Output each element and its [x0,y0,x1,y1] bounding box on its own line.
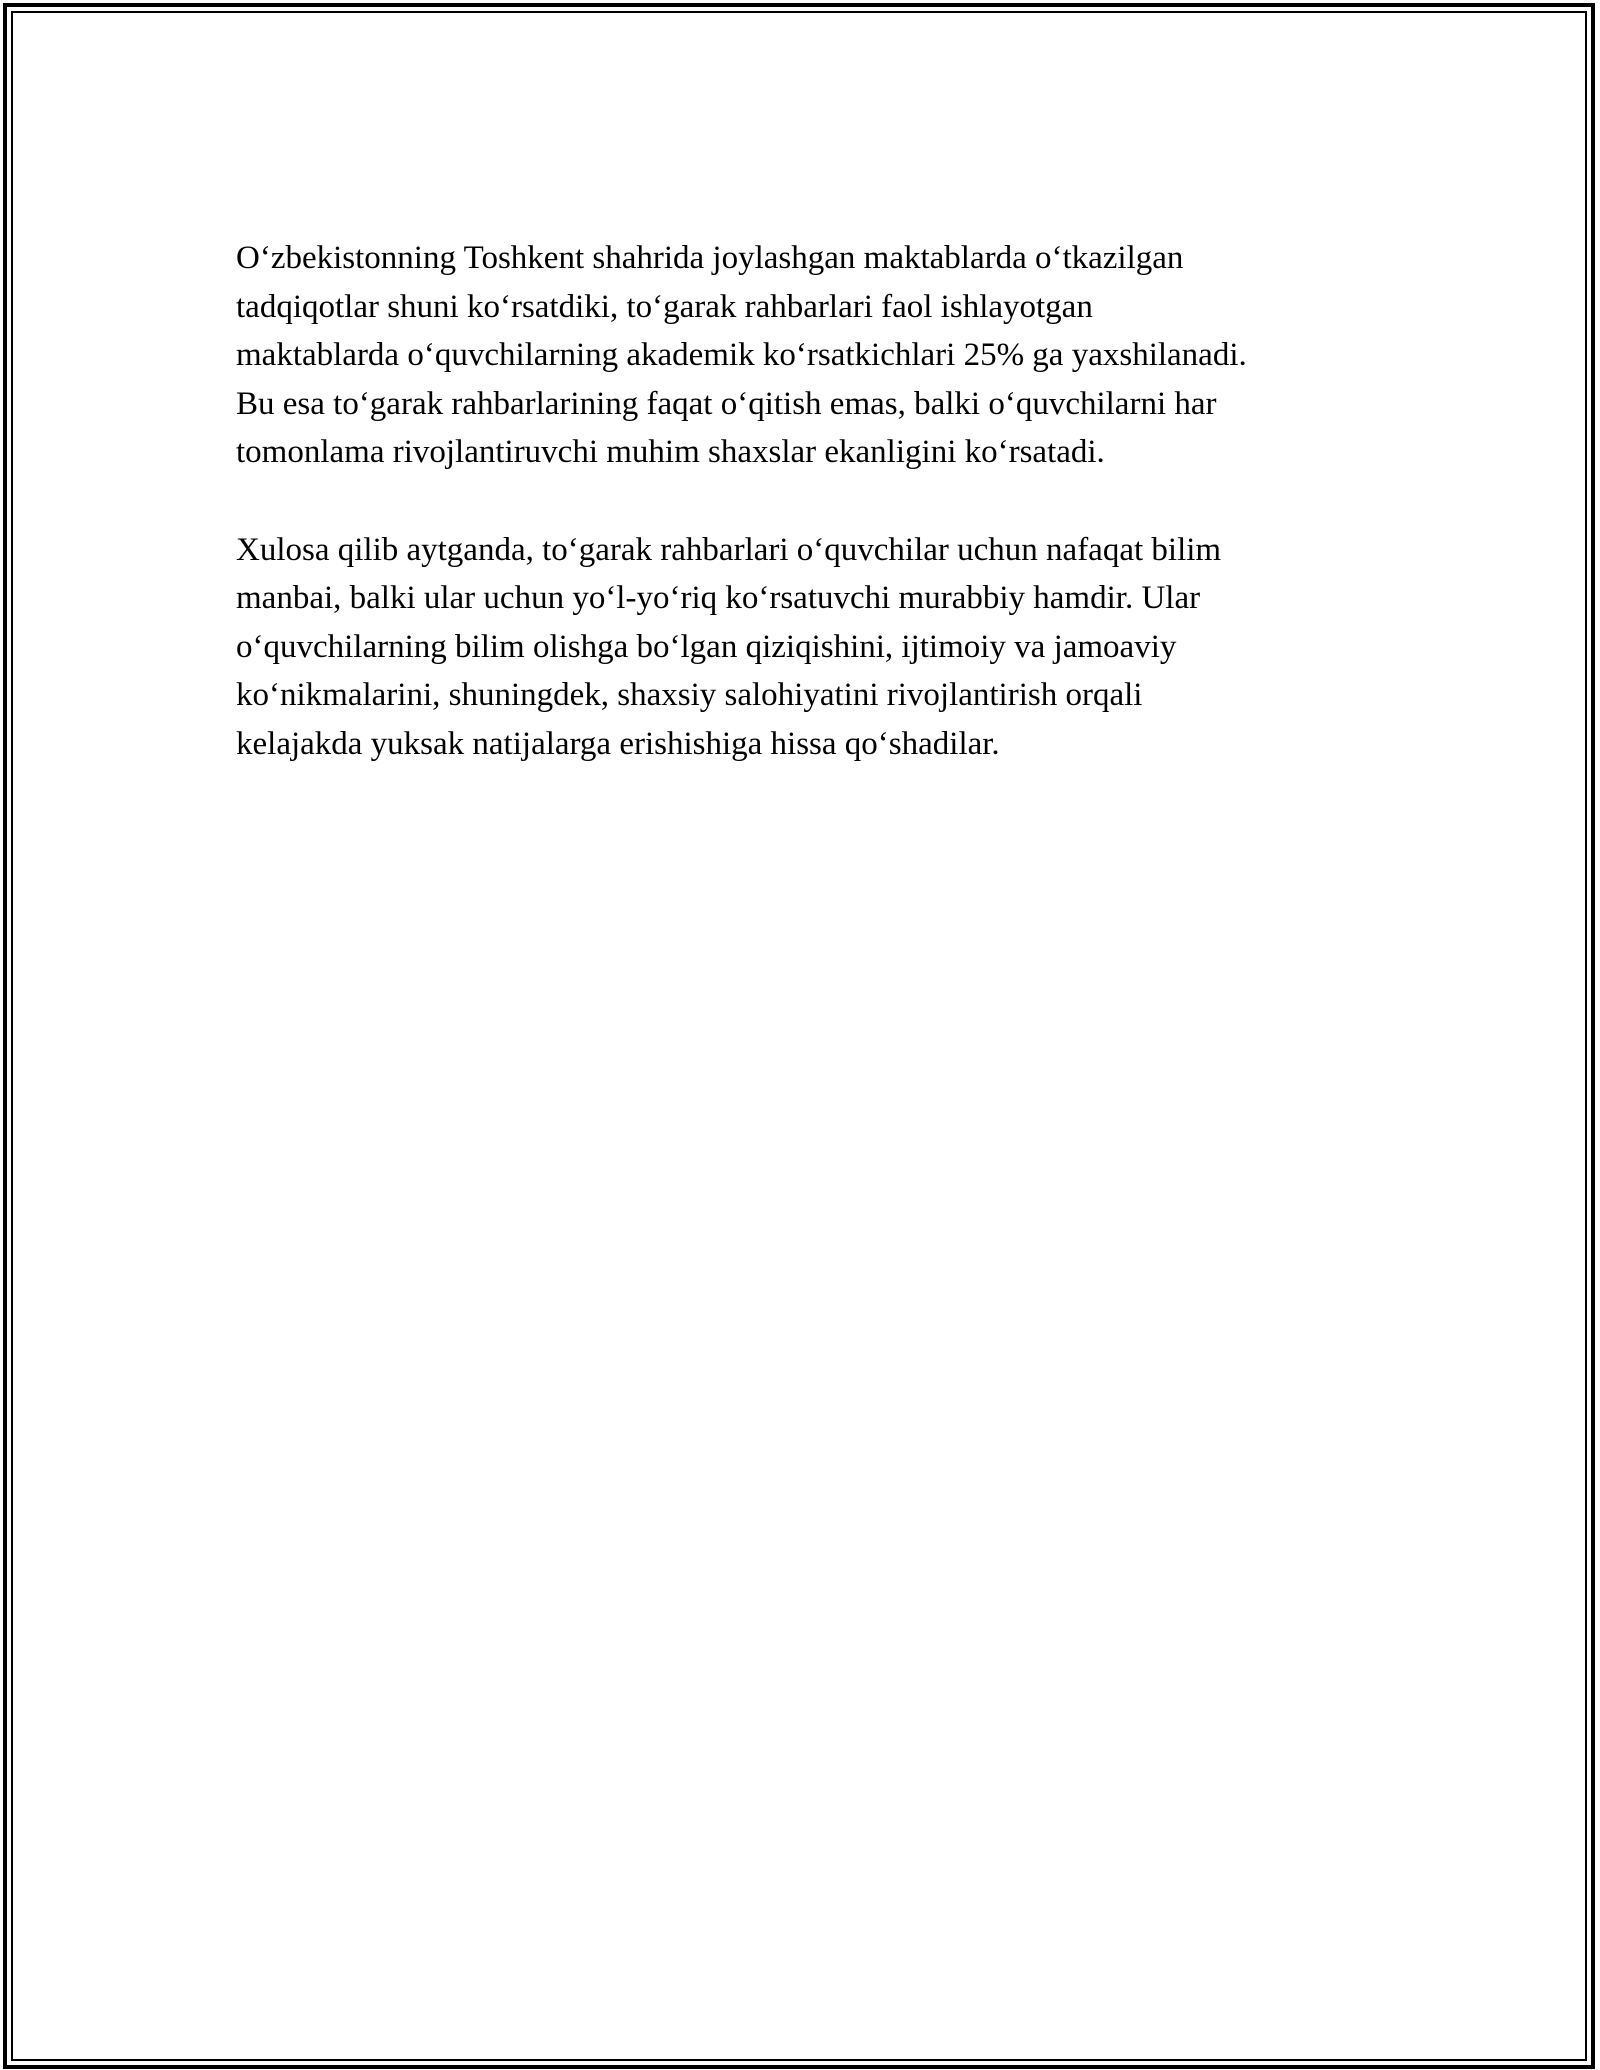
paragraph-2: Xulosa qilib aytganda, toʻgarak rahbarlari oʻquvchilar uchun nafaqat bilim manbai, balki ular uchun yoʻl-yoʻriq koʻrsatuvchi murabbiy hamdir. Ular oʻquvchilarning bilim olishga boʻlgan qiziqishini, ijtimoiy va jamoaviy koʻnikmalarini, shuningdek, shaxsiy salohiyatini rivojlantirish orqali kelajakda yuksak natijalarga erishishiga hissa qoʻshadilar. [236,531,1222,762]
paragraph-1: Oʻzbekistonning Toshkent shahrida joylashgan maktablarda oʻtkazilgan tadqiqotlar shuni koʻrsatdiki, toʻgarak rahbarlari faol ishlayotgan maktablarda oʻquvchilarning akademik koʻrsatkichlari 25% ga yaxshilanadi. Bu esa toʻgarak rahbarlarining faqat oʻqitish emas, balki oʻquvchilarni har tomonlama rivojlantiruvchi muhim shaxslar ekanligini koʻrsatadi. [236,240,1247,470]
document-body [236,234,1376,768]
